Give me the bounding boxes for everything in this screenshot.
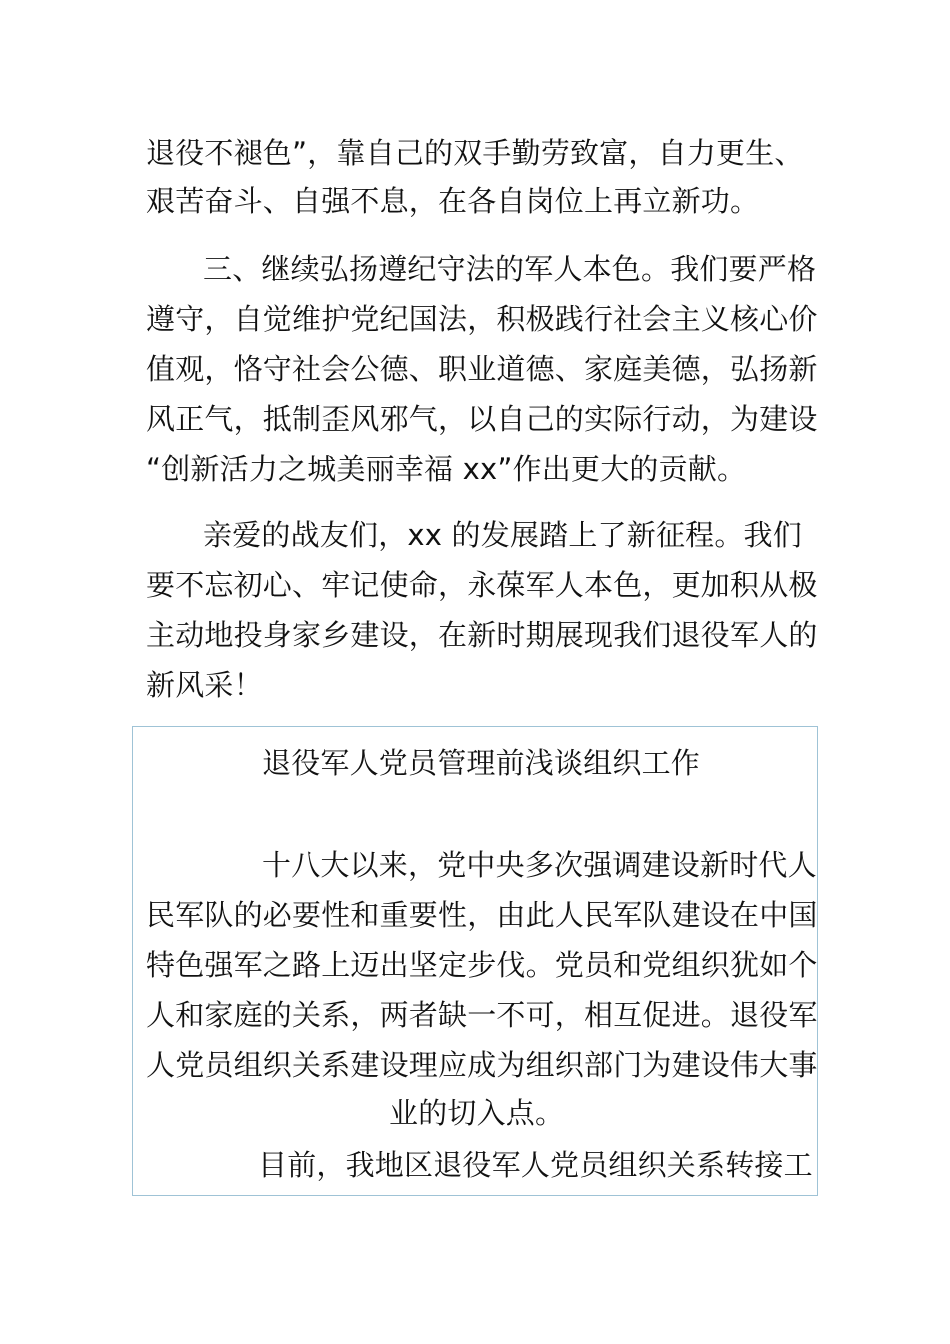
- body-line: “创新活力之城美丽幸福 xx”作出更大的贡献。: [146, 452, 747, 486]
- body-line: 艰苦奋斗、自强不息，在各自岗位上再立新功。: [146, 184, 760, 218]
- box-line: 特色强军之路上迈出坚定步伐。党员和党组织犹如个: [146, 948, 818, 982]
- body-line: 值观，恪守社会公德、职业道德、家庭美德，弘扬新: [146, 352, 818, 386]
- box-line: 业的切入点。: [389, 1096, 565, 1130]
- body-line: 要不忘初心、牢记使命，永葆军人本色，更加积从极: [146, 568, 818, 602]
- body-line: 主动地投身家乡建设，在新时期展现我们退役军人的: [146, 618, 818, 652]
- box-line: 十八大以来，党中央多次强调建设新时代人: [262, 848, 817, 882]
- box-line: 目前，我地区退役军人党员组织关系转接工: [258, 1148, 813, 1182]
- box-line: 民军队的必要性和重要性，由此人民军队建设在中国: [146, 898, 818, 932]
- box-line: 人党员组织关系建设理应成为组织部门为建设伟大事: [146, 1048, 818, 1082]
- body-line: 三、继续弘扬遵纪守法的军人本色。我们要严格: [203, 252, 817, 286]
- body-line: 遵守，自觉维护党纪国法，积极践行社会主义核心价: [146, 302, 818, 336]
- body-line: 风正气，抵制歪风邪气，以自己的实际行动，为建设: [146, 402, 818, 436]
- body-line: 退役不褪色”，靠自己的双手勤劳致富，自力更生、: [146, 136, 804, 170]
- article-title: 退役军人党员管理前浅谈组织工作: [262, 746, 701, 780]
- box-line: 人和家庭的关系，两者缺一不可，相互促进。退役军: [146, 998, 818, 1032]
- body-line: 新风采！: [146, 668, 263, 702]
- body-line: 亲爱的战友们，xx 的发展踏上了新征程。我们: [203, 518, 802, 552]
